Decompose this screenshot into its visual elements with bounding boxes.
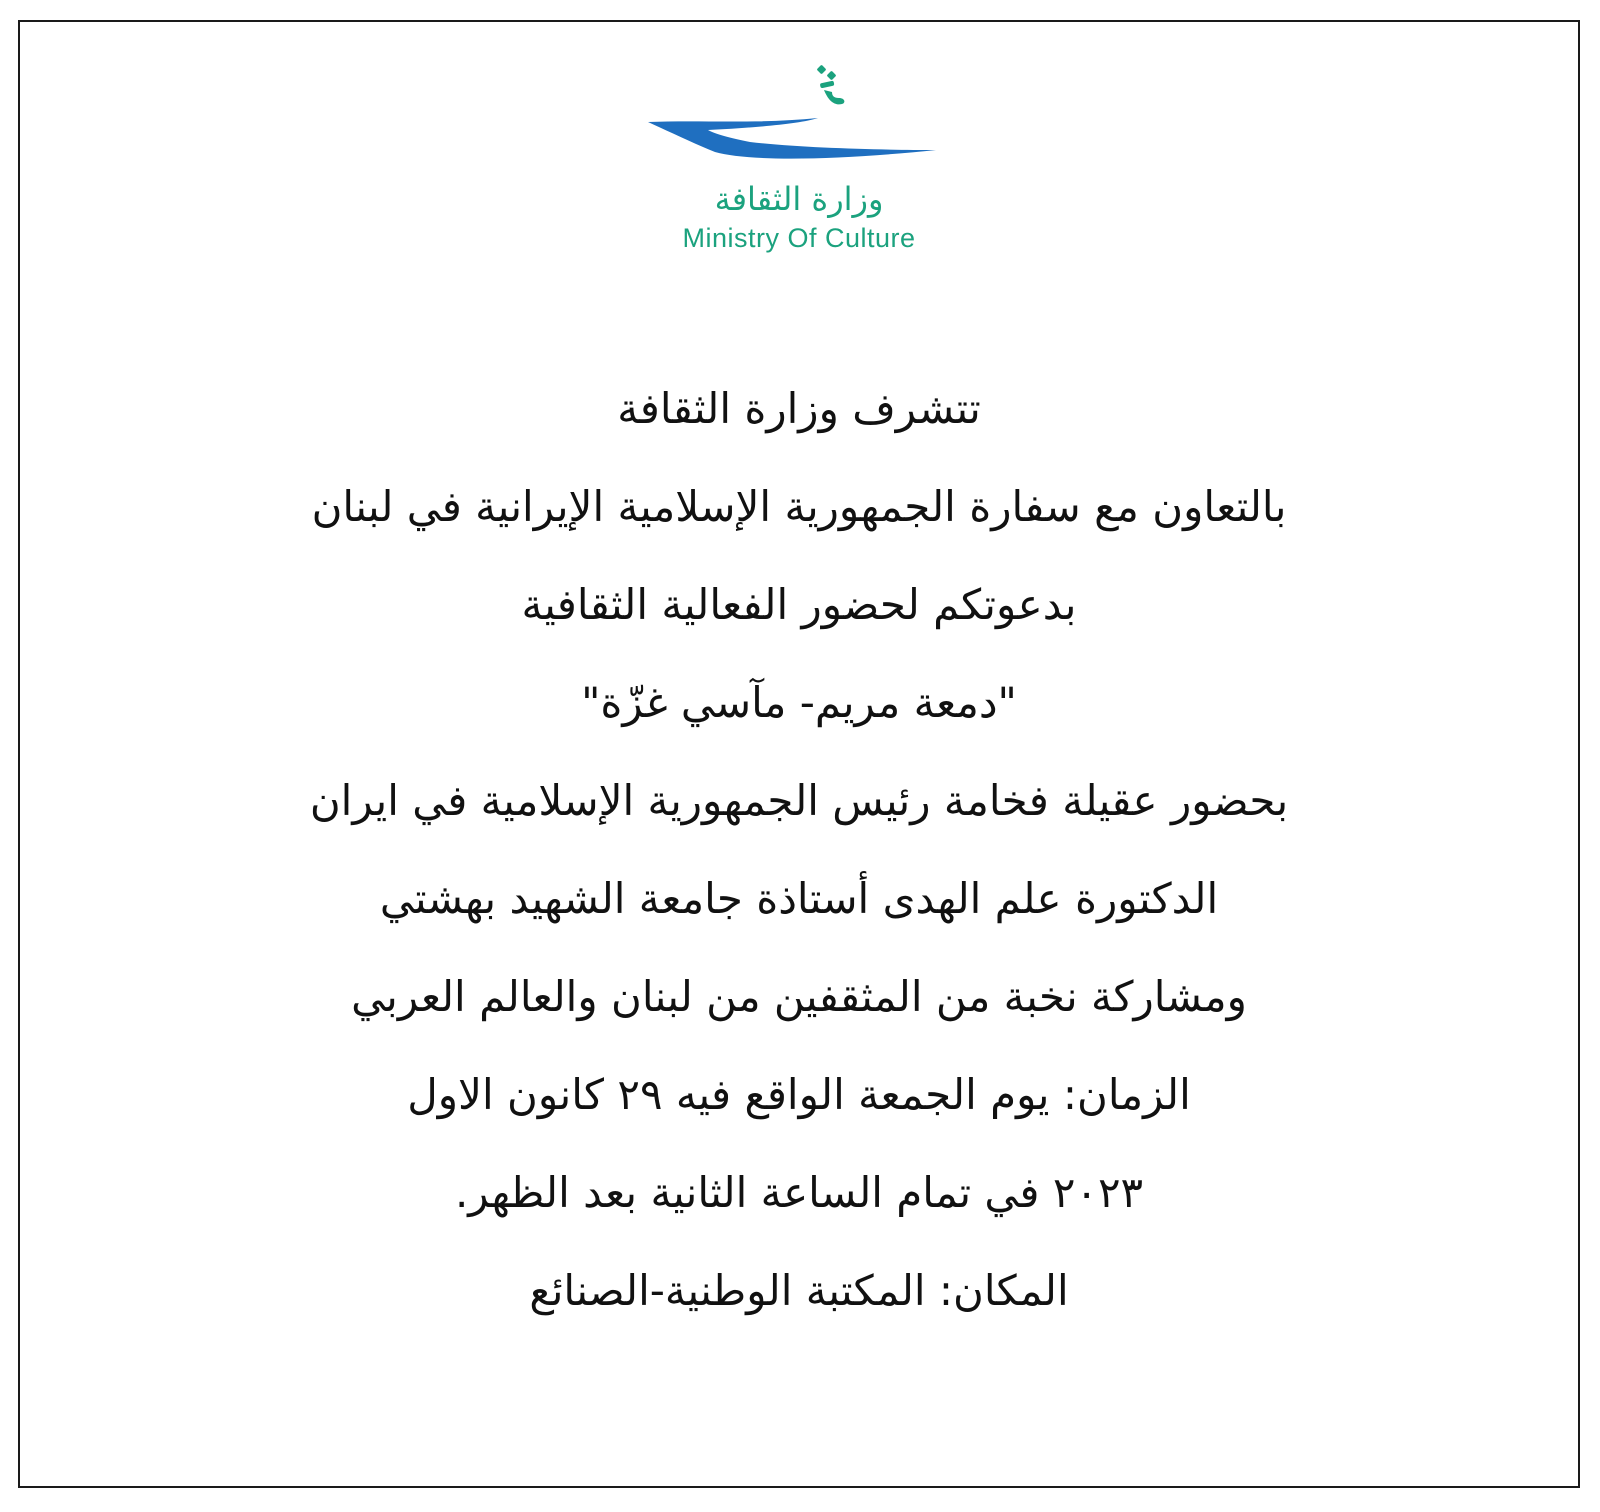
event-location: المكان: المكتبة الوطنية-الصنائع [529, 1266, 1069, 1315]
invitation-line: ومشاركة نخبة من المثقفين من لبنان والعالم العربي [351, 972, 1247, 1021]
event-time: الزمان: يوم الجمعة الواقع فيه ٢٩ كانون الاول [407, 1070, 1191, 1119]
logo-arabic-name: وزارة الثقافة [714, 180, 884, 218]
invitation-card [18, 20, 1580, 1488]
invitation-line: تتشرف وزارة الثقافة [617, 384, 981, 433]
event-title: "دمعة مريم- مآسي غزّة" [581, 678, 1017, 727]
logo-english-name: Ministry Of Culture [682, 223, 916, 253]
ministry-logo [20, 44, 1578, 274]
invitation-line: الدكتورة علم الهدى أستاذة جامعة الشهيد بهشتي [379, 874, 1219, 923]
event-time-continued: ٢٠٢٣ في تمام الساعة الثانية بعد الظهر. [454, 1168, 1144, 1217]
invitation-line: بالتعاون مع سفارة الجمهورية الإسلامية الإيرانية في لبنان [311, 482, 1287, 531]
ministry-emblem-icon [640, 62, 940, 177]
invitation-text [60, 360, 1538, 1340]
invitation-line: بدعوتكم لحضور الفعالية الثقافية [521, 580, 1077, 629]
invitation-line: بحضور عقيلة فخامة رئيس الجمهورية الإسلامية في ايران [309, 776, 1289, 825]
